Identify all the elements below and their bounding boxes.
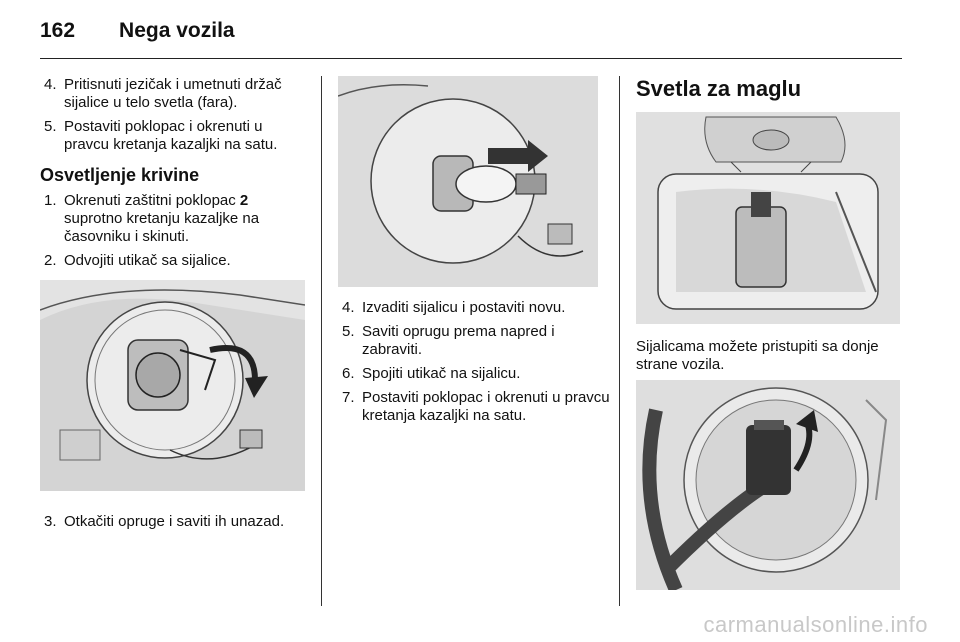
fog-light-location-illustration bbox=[636, 112, 900, 324]
step-number: 5. bbox=[44, 118, 57, 135]
fog-light-access-text: Sijalicama možete pristupiti sa donje strane vozila. bbox=[636, 338, 879, 373]
list-item bbox=[40, 76, 305, 112]
list-item bbox=[338, 389, 610, 425]
list-item bbox=[338, 299, 610, 317]
fog-light-connector-illustration bbox=[636, 380, 900, 590]
subheading-cornering-light: Osvetljenje krivine bbox=[40, 165, 200, 185]
list-item bbox=[40, 252, 305, 270]
steps-list-bottom bbox=[40, 513, 305, 531]
header-rule bbox=[40, 58, 902, 59]
column-3 bbox=[636, 76, 902, 590]
step-text: Postaviti poklopac i okrenuti u pravcu kretanja kazaljki na satu. bbox=[362, 389, 610, 424]
step-number: 3. bbox=[44, 513, 57, 530]
step-text: suprotno kretanju kazaljke na časovniku i skinuti. bbox=[64, 210, 260, 245]
column-1 bbox=[40, 76, 305, 537]
list-item bbox=[338, 365, 610, 383]
steps-list-mid bbox=[40, 192, 305, 270]
step-number: 4. bbox=[342, 299, 355, 316]
page-title: Nega vozila bbox=[119, 19, 235, 42]
list-item bbox=[40, 192, 305, 246]
step-text: Otkačiti opruge i saviti ih unazad. bbox=[64, 513, 285, 530]
step-text: Okrenuti zaštitni poklopac bbox=[64, 192, 240, 209]
column-separator-2 bbox=[619, 76, 620, 606]
watermark: carmanualsonline.info bbox=[703, 612, 928, 637]
step-text-bold: 2 bbox=[239, 192, 249, 209]
cover-removal-illustration bbox=[40, 280, 305, 491]
page-header bbox=[40, 14, 235, 48]
page-number: 162 bbox=[40, 19, 76, 42]
step-number: 1. bbox=[44, 192, 57, 209]
step-number: 4. bbox=[44, 76, 57, 93]
step-text: Saviti oprugu prema napred i zabraviti. bbox=[362, 323, 555, 358]
step-number: 2. bbox=[44, 252, 57, 269]
step-text: Pritisnuti jezičak i umetnuti držač sijalice u telo svetla (fara). bbox=[64, 76, 282, 111]
step-number: 5. bbox=[342, 323, 355, 340]
column-separator-1 bbox=[321, 76, 322, 606]
step-text: Odvojiti utikač sa sijalice. bbox=[64, 252, 231, 269]
step-number: 7. bbox=[342, 389, 355, 406]
steps-list-top bbox=[40, 76, 305, 154]
steps-list bbox=[338, 299, 610, 425]
column-2 bbox=[338, 76, 610, 431]
list-item bbox=[40, 118, 305, 154]
section-heading-fog-lights: Svetla za maglu bbox=[636, 76, 802, 101]
step-text: Izvaditi sijalicu i postaviti novu. bbox=[362, 299, 566, 316]
list-item bbox=[40, 513, 305, 531]
step-text: Postaviti poklopac i okrenuti u pravcu kretanja kazaljki na satu. bbox=[64, 118, 278, 153]
list-item bbox=[338, 323, 610, 359]
bulb-replacement-illustration bbox=[338, 76, 598, 287]
step-number: 6. bbox=[342, 365, 355, 382]
step-text: Spojiti utikač na sijalicu. bbox=[362, 365, 521, 382]
